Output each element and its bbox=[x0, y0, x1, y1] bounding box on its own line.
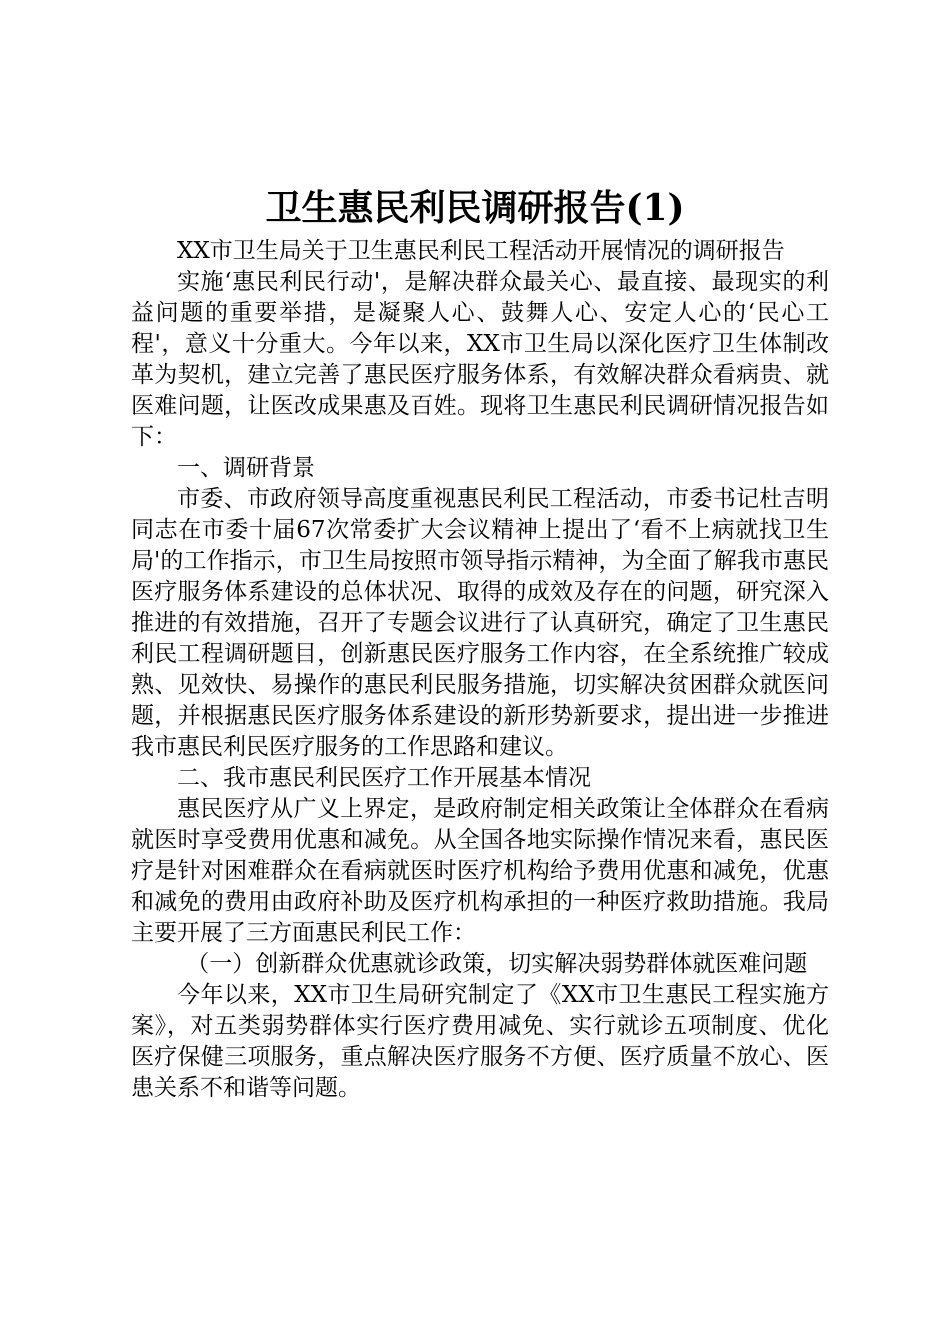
section-heading-background: 一、调研背景 bbox=[177, 455, 315, 481]
document-title: 卫生惠民利民调研报告(1) bbox=[265, 187, 685, 229]
report-subtitle: XX市卫生局关于卫生惠民利民工程活动开展情况的调研报告 bbox=[177, 238, 785, 264]
basic-situation-paragraph: 惠民医疗从广义上界定，是政府制定相关政策让全体群众在看病就医时享受费用优惠和减免。从全国各地实际操作情况来看，惠民医疗是针对困难群众在看病就医时医疗机构给予费用优惠和减免，优惠和减免的费用由政府补助及医疗机构承担的一种医疗救助措施。我局主要开展了三方面惠民利民工作： bbox=[131, 796, 829, 946]
intro-paragraph: 实施‘惠民利民行动'，是解决群众最关心、最直接、最现实的利益问题的重要举措，是凝聚人心、鼓舞人心、安定人心的‘民心工程'，意义十分重大。今年以来，XX市卫生局以深化医疗卫生体制改革为契机，建立完善了惠民医疗服务体系，有效解决群众看病贵、就医难问题，让医改成果惠及百姓。现将卫生惠民利民调研情况报告如下： bbox=[131, 269, 829, 450]
document-body bbox=[131, 236, 829, 1104]
background-paragraph: 市委、市政府领导高度重视惠民利民工程活动，市委书记杜吉明同志在市委十届67次常委扩大会议精神上提出了‘看不上病就找卫生局'的工作指示，市卫生局按照市领导指示精神，为全面了解我市惠民医疗服务体系建设的总体状况、取得的成效及存在的问题，研究深入推进的有效措施，召开了专题会议进行了认真研究，确定了卫生惠民利民工程调研题目，创新惠民医疗服务工作内容，在全系统推广较成熟、见效快、易操作的惠民利民服务措施，切实解决贫困群众就医问题，并根据惠民医疗服务体系建设的新形势新要求，提出进一步推进我市惠民利民医疗服务的工作思路和建议。 bbox=[131, 486, 829, 760]
subsection-1-paragraph: 今年以来，XX市卫生局研究制定了《XX市卫生惠民工程实施方案》，对五类弱势群体实行医疗费用减免、实行就诊五项制度、优化医疗保健三项服务，重点解决医疗服务不方便、医疗质量不放心、医患关系不和谐等问题。 bbox=[131, 982, 829, 1101]
section-heading-basic-situation: 二、我市惠民利民医疗工作开展基本情况 bbox=[177, 765, 591, 791]
subsection-heading-1: （一）创新群众优惠就诊政策，切实解决弱势群体就医难问题 bbox=[186, 951, 808, 977]
